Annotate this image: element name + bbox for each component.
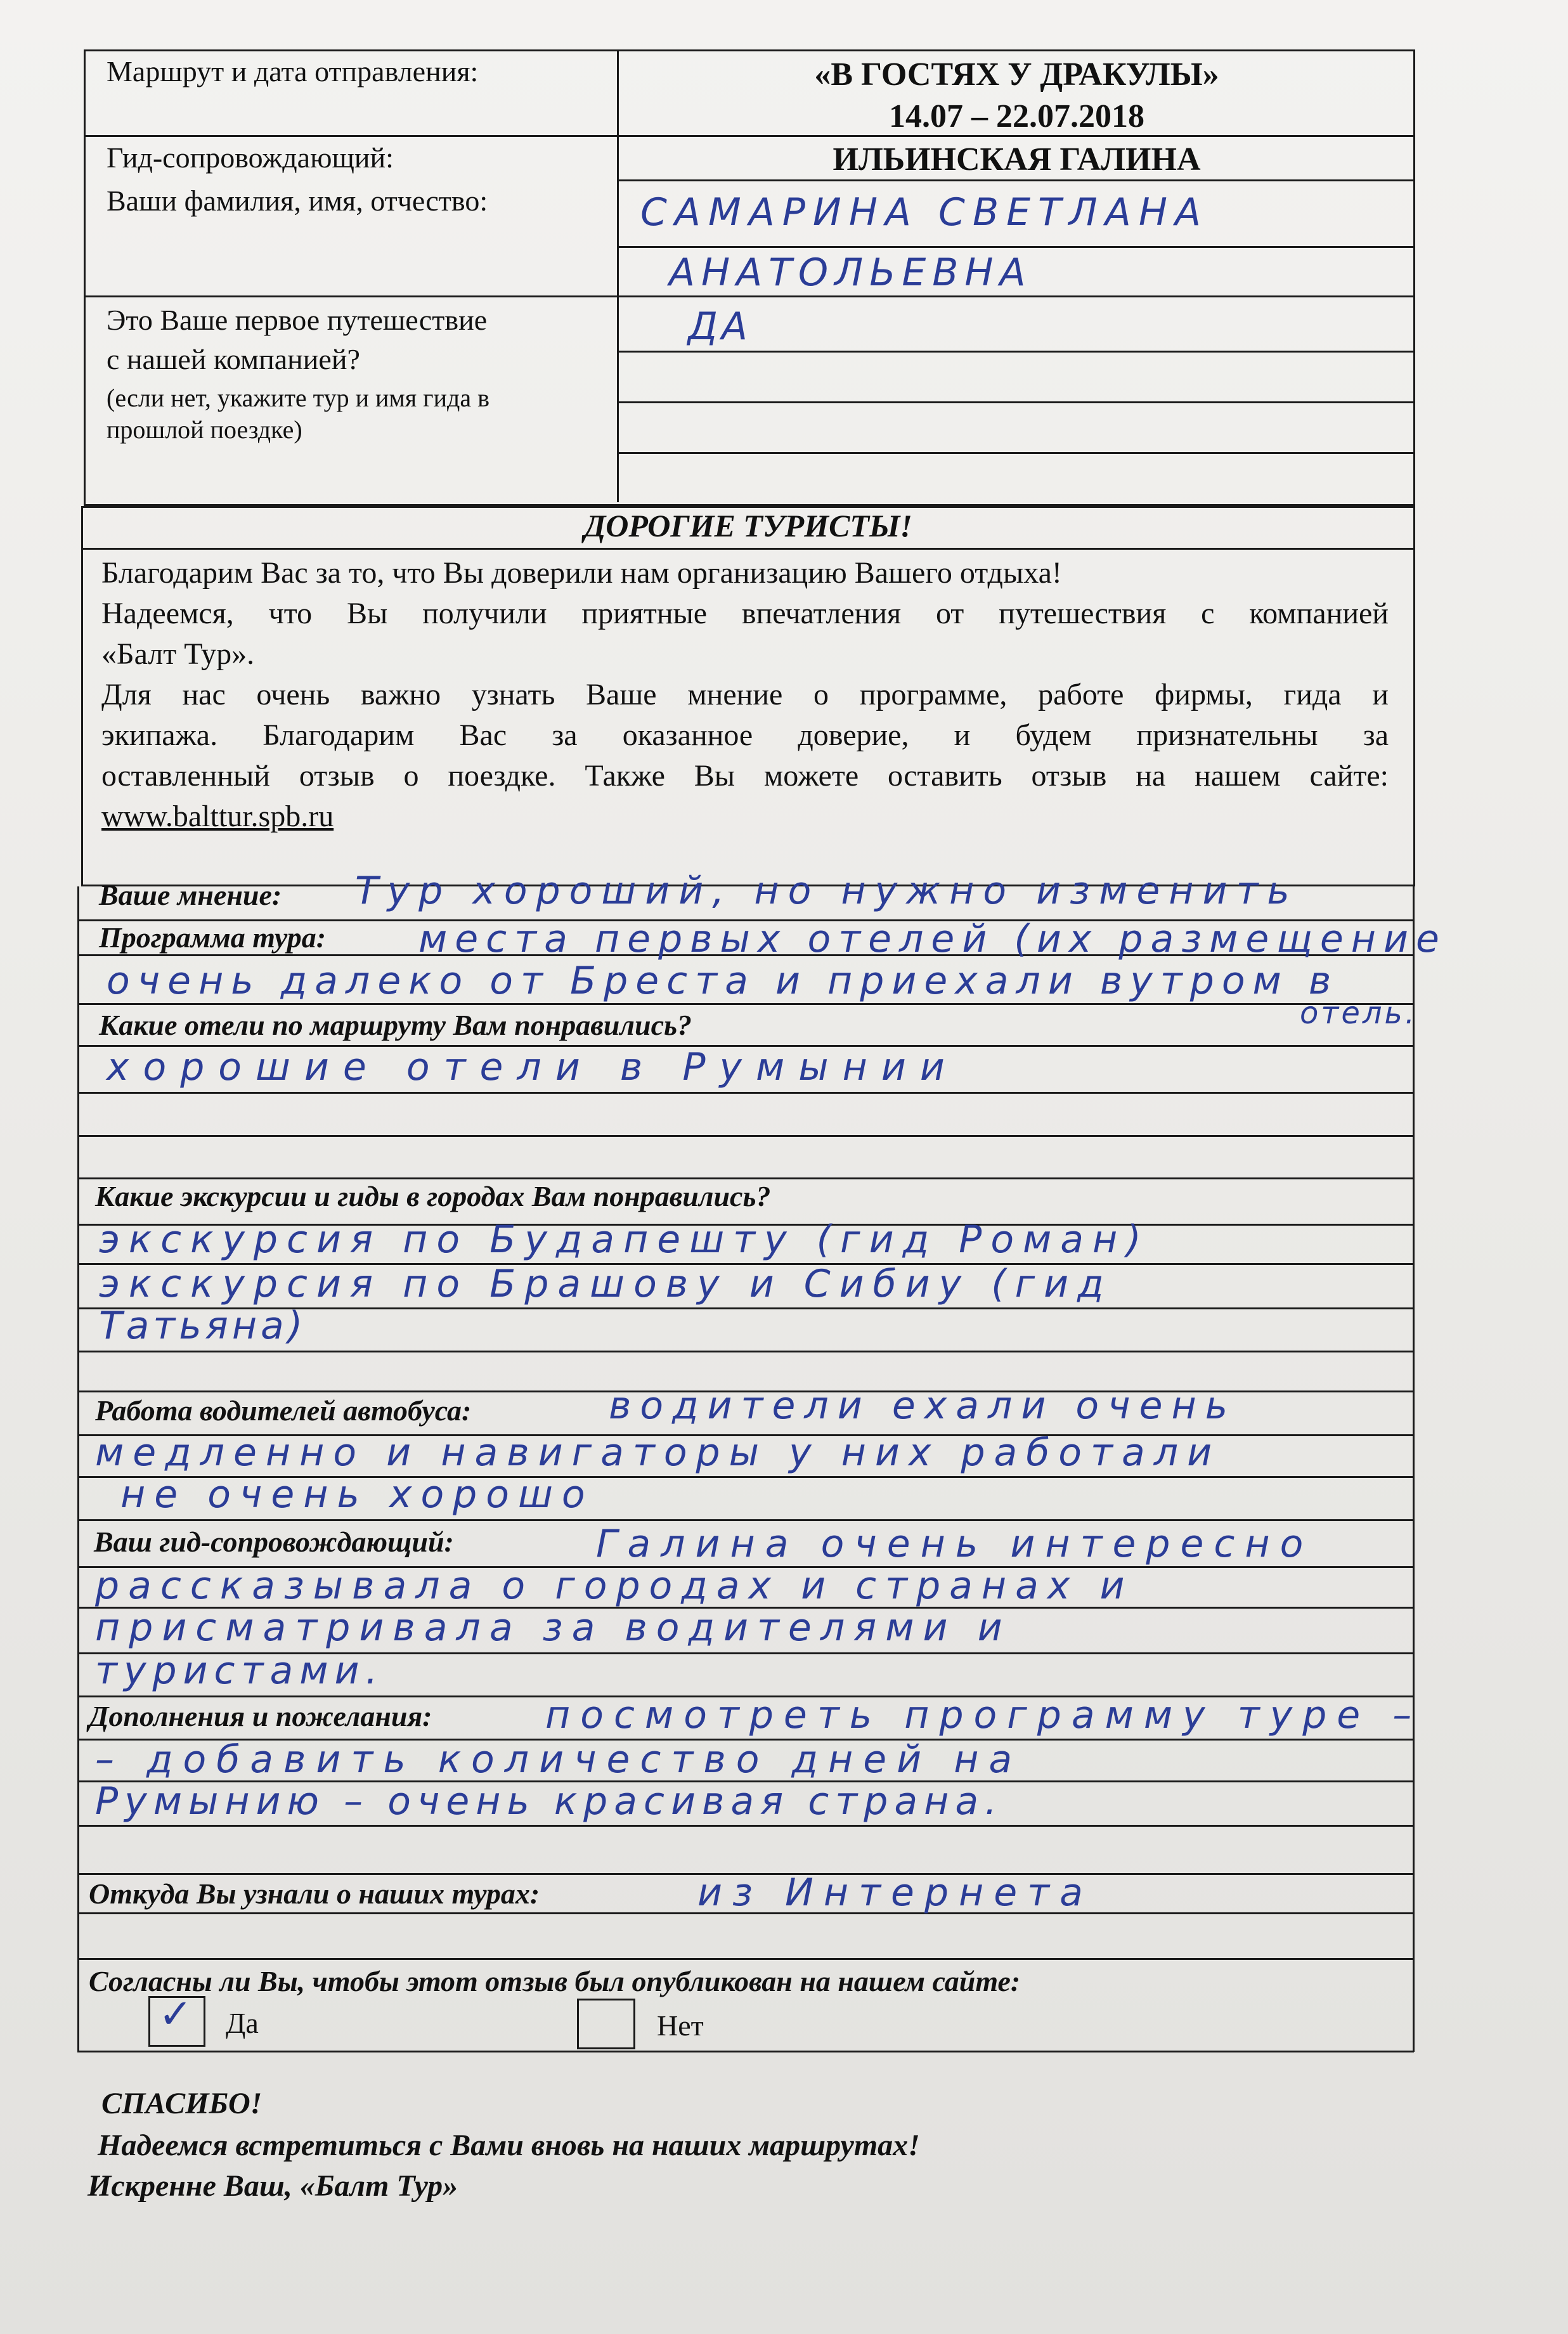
answer-line xyxy=(618,351,1414,353)
opinion-label: Ваше мнение: xyxy=(99,879,282,911)
first-trip-answer: ДА xyxy=(688,304,751,349)
answer-line xyxy=(618,246,1414,248)
answer-line xyxy=(77,1351,1414,1352)
wishes-answer-line2: – добавить количество дней на xyxy=(95,1737,1023,1782)
program-label: Программа тура: xyxy=(99,921,327,954)
guide-opinion-label: Ваш гид-сопровождающий: xyxy=(94,1526,454,1558)
drivers-label: Работа водителей автобуса: xyxy=(95,1394,472,1427)
opinion-answer: Тур хороший, но нужно изменить xyxy=(355,869,1299,913)
footer-thanks: СПАСИБО! xyxy=(101,2087,262,2120)
answer-line xyxy=(77,1003,1414,1005)
hotels-answer: хорошие отели в Румынии xyxy=(107,1045,959,1089)
drivers-answer-line3: не очень хорошо xyxy=(120,1472,594,1517)
wishes-answer-line1: посмотреть программу туре – xyxy=(545,1693,1422,1737)
website-link[interactable]: www.balttur.spb.ru xyxy=(101,800,334,833)
excursions-answer-line3: Татьяна) xyxy=(99,1304,307,1348)
tour-dates: 14.07 – 22.07.2018 xyxy=(889,98,1144,134)
answer-line xyxy=(618,401,1414,403)
drivers-answer-line2: медленно и навигаторы у них работали xyxy=(95,1430,1221,1475)
publish-question: Согласны ли Вы, чтобы этот отзыв был опубликован на нашем сайте: xyxy=(89,1965,1021,1997)
form-left-border xyxy=(77,886,79,2052)
answer-line xyxy=(77,1092,1414,1094)
drivers-answer-line1: водители ехали очень xyxy=(609,1384,1237,1428)
excursions-label: Какие экскурсии и гиды в городах Вам понравились? xyxy=(95,1180,771,1212)
first-trip-question-2: с нашей компанией? xyxy=(107,343,360,375)
program-answer-line2: очень далеко от Бреста и приехали вутром в xyxy=(107,959,1339,1003)
answer-line xyxy=(77,1135,1414,1137)
intro-line: Надеемся, что Вы получили приятные впечатления от путешествия с компанией xyxy=(101,597,1389,630)
intro-text xyxy=(101,553,1389,837)
guide-answer-line3: присматривала за водителями и xyxy=(95,1605,1011,1650)
intro-heading-divider xyxy=(82,548,1414,550)
form-right-border xyxy=(1413,886,1415,2052)
no-checkbox[interactable] xyxy=(577,1999,635,2049)
guide-answer-line2: рассказывала о городах и странах и xyxy=(95,1564,1134,1608)
checkmark-icon: ✓ xyxy=(159,1991,193,2038)
guide-name: ИЛЬИНСКАЯ ГАЛИНА xyxy=(833,141,1201,178)
wishes-answer-line3: Румынию – очень красивая страна. xyxy=(95,1779,1004,1824)
program-answer-line1: места первых отелей (их размещение xyxy=(418,917,1447,961)
excursions-answer-line2: экскурсия по Брашову и Сибиу (гид xyxy=(99,1262,1113,1306)
footer-signature: Искренне Ваш, «Балт Тур» xyxy=(87,2169,458,2203)
answer-line xyxy=(77,1825,1414,1827)
no-label: Нет xyxy=(657,2009,704,2042)
program-answer-line3: отель. xyxy=(1300,995,1418,1031)
answer-line xyxy=(618,295,1414,297)
source-answer: из Интернета xyxy=(697,1870,1093,1915)
fio-handwritten-line1: САМАРИНА СВЕТЛАНА xyxy=(640,190,1208,235)
fio-label: Ваши фамилия, имя, отчество: xyxy=(107,185,488,217)
guide-answer-line1: Галина очень интересно xyxy=(596,1522,1314,1566)
intro-line: Благодарим Вас за то, что Вы доверили нам организацию Вашего отдыха! xyxy=(101,556,1062,590)
source-label: Откуда Вы узнали о наших турах: xyxy=(89,1877,540,1910)
intro-line: «Балт Тур». xyxy=(101,637,255,671)
first-trip-note-2: прошлой поездке) xyxy=(107,415,302,444)
footer-hope: Надеемся встретиться с Вами вновь на наших маршрутах! xyxy=(98,2129,920,2162)
route-label: Маршрут и дата отправления: xyxy=(107,55,479,88)
form-bottom-border xyxy=(77,2051,1414,2052)
first-trip-question: Это Ваше первое путешествие xyxy=(107,304,488,336)
intro-line: Для нас очень важно узнать Ваше мнение о программе, работе фирмы, гида и xyxy=(101,678,1389,711)
excursions-answer-line1: экскурсия по Будапешту (гид Роман) xyxy=(99,1217,1150,1262)
intro-line: экипажа. Благодарим Вас за оказанное доверие, и будем признательны за xyxy=(101,718,1389,752)
intro-heading: ДОРОГИЕ ТУРИСТЫ! xyxy=(584,508,912,543)
answer-line xyxy=(77,1519,1414,1521)
header-row-divider xyxy=(85,295,618,297)
first-trip-note: (если нет, укажите тур и имя гида в xyxy=(107,384,489,412)
guide-label: Гид-сопровождающий: xyxy=(107,141,394,174)
wishes-label: Дополнения и пожелания: xyxy=(89,1700,432,1732)
header-row-divider xyxy=(618,179,1414,181)
tour-title: «В ГОСТЯХ У ДРАКУЛЫ» xyxy=(814,56,1219,93)
hotels-label: Какие отели по маршруту Вам понравились? xyxy=(99,1009,692,1041)
answer-line xyxy=(77,1958,1414,1960)
answer-line xyxy=(618,452,1414,454)
yes-label: Да xyxy=(226,2007,259,2039)
header-row-divider xyxy=(85,135,1414,137)
guide-answer-line4: туристами. xyxy=(95,1649,384,1693)
intro-line: оставленный отзыв о поездке. Также Вы можете оставить отзыв на нашем сайте: xyxy=(101,759,1389,793)
fio-handwritten-line2: АНАТОЛЬЕВНА xyxy=(669,250,1032,295)
